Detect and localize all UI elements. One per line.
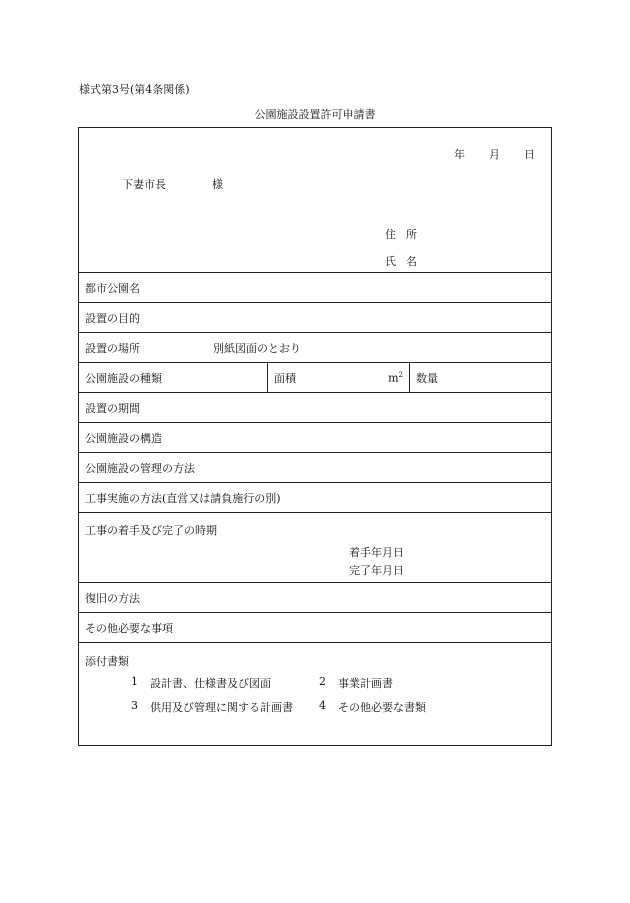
area-cell	[268, 363, 410, 392]
form-title: 公園施設設置許可申請書	[254, 108, 376, 121]
date-line	[454, 146, 535, 162]
construction-method-label: 工事実施の方法(直営又は請負施行の別)	[85, 491, 281, 505]
end-date-label: 完了年月日	[349, 564, 404, 577]
month-label: 月	[489, 148, 500, 161]
purpose-row	[79, 303, 551, 333]
park-name-row	[79, 273, 551, 303]
attachment-item: 4 その他必要な書類	[319, 699, 426, 714]
structure-label: 公園施設の構造	[85, 431, 162, 445]
honorific: 様	[212, 178, 223, 191]
application-form-table	[78, 127, 552, 746]
management-row	[79, 453, 551, 483]
addressee	[122, 176, 223, 192]
attachments-list	[131, 675, 426, 715]
period-label: 設置の期間	[85, 401, 140, 415]
construction-timing-row	[79, 513, 551, 583]
location-label: 設置の場所	[85, 341, 140, 355]
purpose-label: 設置の目的	[85, 311, 140, 325]
period-row	[79, 393, 551, 423]
attachment-item: 2 事業計画書	[319, 675, 393, 690]
facility-type-cell	[79, 363, 268, 392]
quantity-label: 数量	[416, 371, 438, 385]
management-label: 公園施設の管理の方法	[85, 461, 195, 475]
address-label: 住所	[385, 228, 427, 241]
structure-row	[79, 423, 551, 453]
attachment-item: 3 供用及び管理に関する計画書	[131, 699, 293, 714]
location-value: 別紙図面のとおり	[213, 341, 301, 355]
attachments-row	[79, 643, 551, 745]
attachments-label: 添付書類	[85, 655, 129, 668]
year-label: 年	[454, 148, 465, 161]
start-date-label: 着手年月日	[349, 546, 404, 559]
facility-type-row	[79, 363, 551, 393]
restoration-label: 復旧の方法	[85, 591, 140, 605]
attachment-item: 1 設計書、仕様書及び図面	[131, 675, 271, 690]
park-name-label: 都市公園名	[85, 281, 140, 295]
applicant-block	[385, 226, 427, 269]
addressee-name: 下妻市長	[122, 178, 166, 191]
other-matters-row	[79, 613, 551, 643]
area-unit: $m^2$	[388, 370, 403, 385]
facility-type-label: 公園施設の種類	[85, 371, 162, 385]
form-number: 様式第3号(第4条関係)	[79, 83, 190, 96]
restoration-row	[79, 583, 551, 613]
header-block	[79, 128, 551, 273]
construction-method-row	[79, 483, 551, 513]
construction-timing-label: 工事の着手及び完了の時期	[85, 524, 217, 537]
location-row	[79, 333, 551, 363]
quantity-cell	[410, 363, 551, 392]
area-label: 面積	[274, 371, 296, 385]
day-label: 日	[524, 148, 535, 161]
other-matters-label: その他必要な事項	[85, 621, 173, 635]
name-label: 氏名	[385, 255, 427, 268]
construction-dates	[349, 544, 404, 578]
